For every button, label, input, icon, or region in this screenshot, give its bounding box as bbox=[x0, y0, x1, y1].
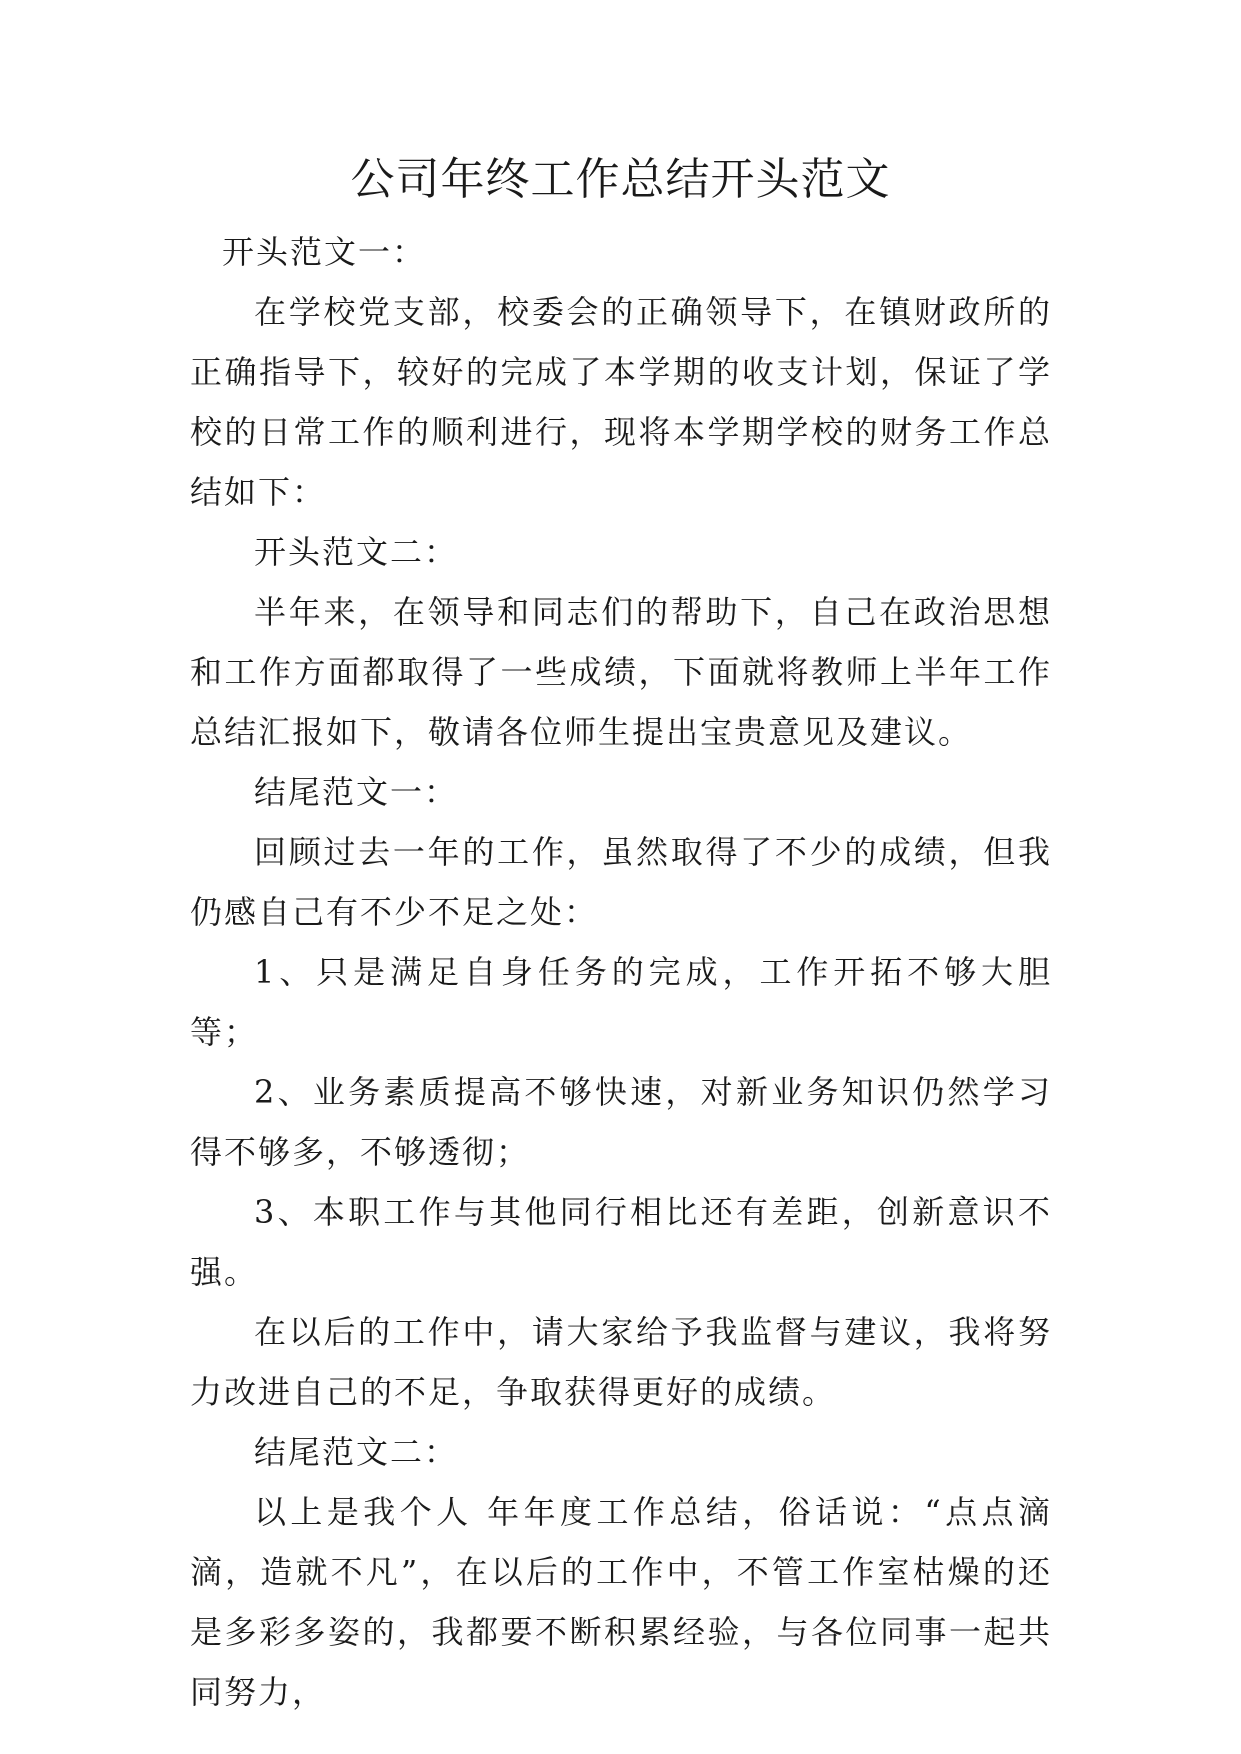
paragraph-closing-2: 以上是我个人 年年度工作总结，俗话说：“点点滴滴，造就不凡”，在以后的工作中，不管工作室枯燥的还是多彩多姿的，我都要不断积累经验，与各位同事一起共同努力， bbox=[190, 1493, 1052, 1711]
document-body bbox=[190, 222, 1052, 1722]
section-heading-closing-2: 结尾范文二： bbox=[254, 1433, 459, 1471]
document-title: 公司年终工作总结开头范文 bbox=[350, 154, 891, 205]
paragraph-opening-1: 在学校党支部，校委会的正确领导下，在镇财政所的正确指导下，较好的完成了本学期的收支计划，保证了学校的日常工作的顺利进行，现将本学期学校的财务工作总结如下： bbox=[190, 293, 1052, 511]
section-heading-closing-1: 结尾范文一： bbox=[254, 773, 459, 811]
paragraph-closing-1-end: 在以后的工作中，请大家给予我监督与建议，我将努力改进自己的不足，争取获得更好的成绩。 bbox=[190, 1313, 1052, 1411]
paragraph-opening-2: 半年来，在领导和同志们的帮助下，自己在政治思想和工作方面都取得了一些成绩，下面就将教师上半年工作总结汇报如下，敬请各位师生提出宝贵意见及建议。 bbox=[190, 593, 1052, 751]
list-item-3: 3、本职工作与其他同行相比还有差距，创新意识不强。 bbox=[190, 1193, 1052, 1291]
section-heading-opening-1: 开头范文一： bbox=[222, 233, 427, 271]
list-item-1: 1、只是满足自身任务的完成，工作开拓不够大胆等； bbox=[190, 953, 1052, 1051]
list-item-2: 2、业务素质提高不够快速，对新业务知识仍然学习得不够多，不够透彻； bbox=[190, 1073, 1052, 1171]
section-heading-opening-2: 开头范文二： bbox=[254, 533, 459, 571]
paragraph-closing-1-intro: 回顾过去一年的工作，虽然取得了不少的成绩，但我仍感自己有不少不足之处： bbox=[190, 833, 1052, 931]
